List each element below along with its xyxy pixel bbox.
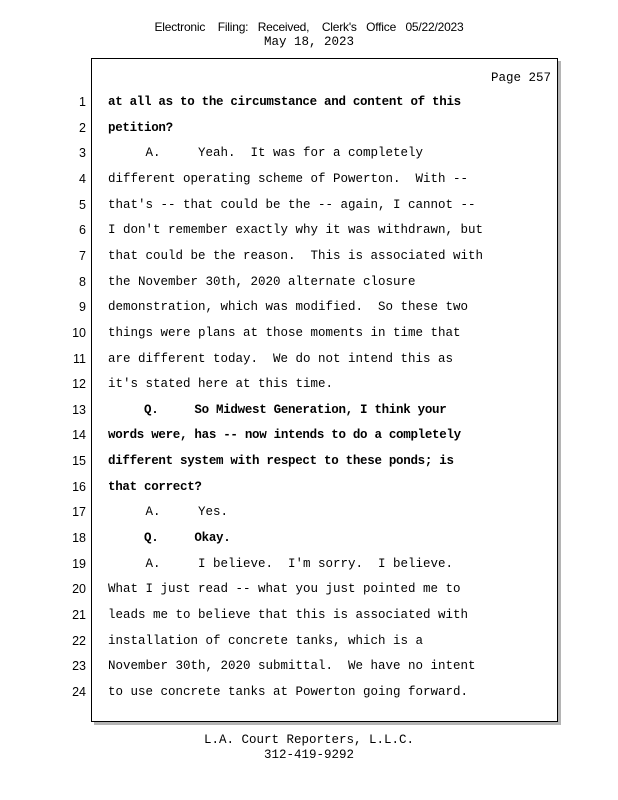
transcript-line: to use concrete tanks at Powerton going forward. [108,685,469,699]
transcript-line: A. Yes. [108,505,229,519]
page-number: Page 257 [490,71,551,85]
line-number: 21 [72,608,86,622]
transcript-line: installation of concrete tanks, which is a [108,634,424,648]
transcript-line: November 30th, 2020 submittal. We have no intent [108,659,476,673]
transcript-line: Q. So Midwest Generation, I think your [108,403,447,417]
transcript-line: at all as to the circumstance and content of this [108,95,461,109]
line-number: 23 [72,659,86,673]
transcript-line: the November 30th, 2020 alternate closure [108,275,416,289]
line-number: 19 [72,557,86,571]
line-number: 10 [72,326,86,340]
line-number: 6 [79,223,86,237]
line-number: 22 [72,634,86,648]
transcript-line: that's -- that could be the -- again, I cannot -- [108,198,476,212]
line-number: 4 [79,172,86,186]
line-number: 9 [79,300,86,314]
transcript-line: things were plans at those moments in time that [108,326,461,340]
line-number: 15 [72,454,86,468]
line-number: 20 [72,582,86,596]
line-number: 12 [72,377,86,391]
transcript-line: different operating scheme of Powerton. With -- [108,172,469,186]
transcript-date: May 18, 2023 [263,35,354,49]
line-number: 1 [79,95,86,109]
transcript-line: I don't remember exactly why it was withdrawn, but [108,223,484,237]
transcript-line: are different today. We do not intend this as [108,352,454,366]
transcript-line: it's stated here at this time. [108,377,334,391]
transcript-line: demonstration, which was modified. So these two [108,300,469,314]
transcript-line: petition? [108,121,173,135]
line-number: 17 [72,505,86,519]
line-number: 7 [79,249,86,263]
transcript-line: that could be the reason. This is associated with [108,249,484,263]
reporter-phone: 312-419-9292 [263,748,354,762]
line-number: 2 [79,121,86,135]
line-number: 8 [79,275,86,289]
transcript-line: Q. Okay. [108,531,231,545]
transcript-line: words were, has -- now intends to do a completely [108,428,461,442]
transcript-line: that correct? [108,480,202,494]
transcript-line: What I just read -- what you just pointed me to [108,582,461,596]
transcript-line: A. Yeah. It was for a completely [108,146,424,160]
reporter-company: L.A. Court Reporters, L.L.C. [203,733,415,747]
line-number: 13 [72,403,86,417]
line-number: 14 [72,428,86,442]
line-number-column [0,0,86,800]
line-number: 18 [72,531,86,545]
line-number: 24 [72,685,86,699]
line-number: 5 [79,198,86,212]
transcript-line: leads me to believe that this is associated with [108,608,469,622]
line-number: 16 [72,480,86,494]
line-number: 11 [73,352,86,366]
transcript-line: A. I believe. I'm sorry. I believe. [108,557,454,571]
line-number: 3 [79,146,86,160]
transcript-line: different system with respect to these ponds; is [108,454,454,468]
filing-stamp: Electronic Filing: Received, Clerk's Office 05/22/2023 [154,20,464,34]
